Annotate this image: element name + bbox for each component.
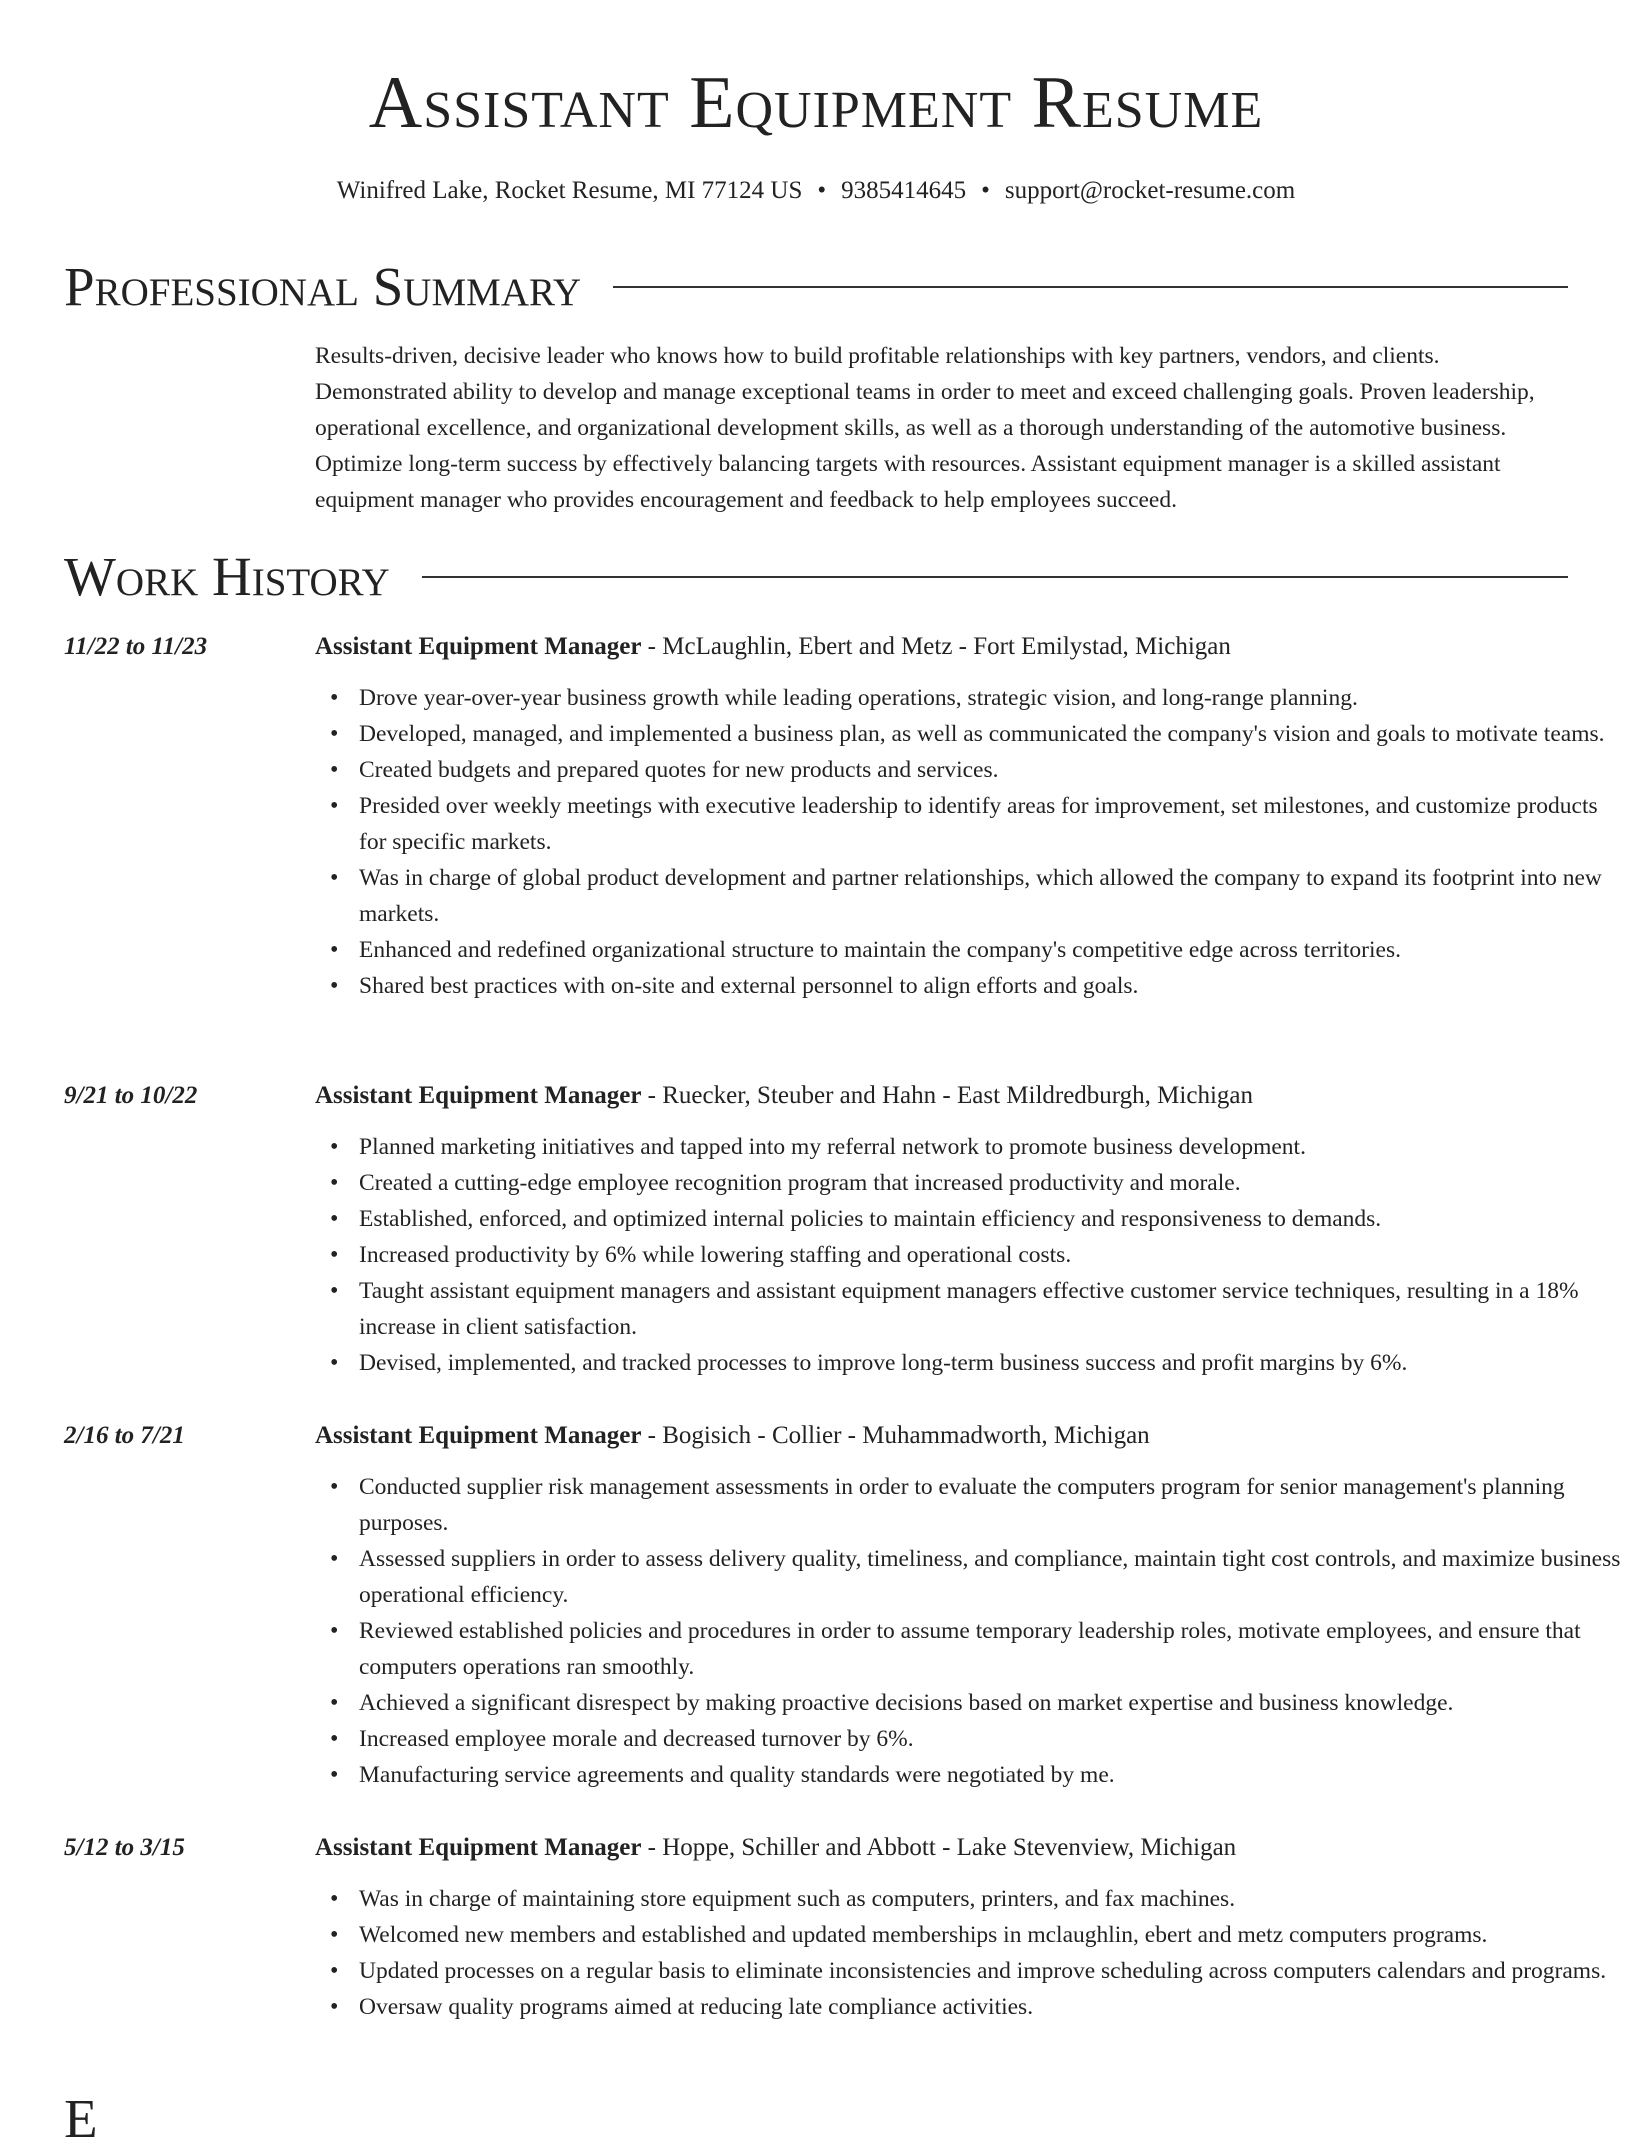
job-heading [315, 1831, 1577, 1865]
job-heading [315, 1419, 1577, 1453]
job-heading [315, 1079, 1577, 1113]
job-bullets [315, 680, 1621, 1004]
job-heading [315, 630, 1577, 664]
job-dates: 2/16 to 7/21 [64, 1422, 185, 1449]
job-bullet: • Manufacturing service agreements and quality standards were negotiated by me. [359, 1757, 1621, 1793]
job-bullet: • Shared best practices with on-site and external personnel to align efforts and goals. [359, 968, 1621, 1004]
job-bullet: • Oversaw quality programs aimed at reducing late compliance activities. [359, 1989, 1621, 2025]
contact-line [0, 174, 1632, 208]
job-bullet: • Was in charge of maintaining store equipment such as computers, printers, and fax machines. [359, 1881, 1621, 1917]
summary-text: Results-driven, decisive leader who knows how to build profitable relationships with key partners, vendors, and clients. Demonstrated ability to develop and manage exceptional teams in order to meet and exceed challenging goals. Proven leadership, operational excellence, and organizational development skills, as well as a thorough understanding of the automotive business. Optimize long-term success by effectively balancing targets with resources. Assistant equipment manager is a skilled assistant equipment manager who provides encouragement and feedback to help employees succeed. [315, 343, 1535, 513]
job-bullet: • Developed, managed, and implemented a business plan, as well as communicated the company's vision and goals to motivate teams. [359, 716, 1621, 752]
job-bullet: • Planned marketing initiatives and tapped into my referral network to promote business development. [359, 1129, 1621, 1165]
job-bullet: • Enhanced and redefined organizational structure to maintain the company's competitive edge across territories. [359, 932, 1621, 968]
contact-phone: 9385414645 [841, 177, 967, 204]
section-title: Professional Summary [64, 256, 582, 317]
work-history-section-header [64, 542, 1568, 612]
job-bullet: • Welcomed new members and established and updated memberships in mclaughlin, ebert and metz computers programs. [359, 1917, 1621, 1953]
job-bullets [315, 1881, 1621, 2025]
job-bullet: • Assessed suppliers in order to assess delivery quality, timeliness, and compliance, maintain tight cost controls, and maximize business operational efficiency. [359, 1541, 1621, 1613]
job-bullet: • Drove year-over-year business growth while leading operations, strategic vision, and long-range planning. [359, 680, 1621, 716]
job-employer: - McLaughlin, Ebert and Metz - Fort Emilystad, Michigan [641, 633, 1231, 660]
job-employer: - Bogisich - Collier - Muhammadworth, Michigan [641, 1422, 1150, 1449]
job-bullet: • Increased productivity by 6% while lowering staffing and operational costs. [359, 1237, 1621, 1273]
job-dates: 11/22 to 11/23 [64, 633, 208, 660]
job-bullet: • Created a cutting-edge employee recognition program that increased productivity and morale. [359, 1165, 1621, 1201]
job-bullet: • Increased employee morale and decreased turnover by 6%. [359, 1721, 1621, 1757]
job-title: Assistant Equipment Manager [315, 1422, 642, 1449]
job-bullet: • Updated processes on a regular basis to eliminate inconsistencies and improve scheduling across computers calendars and programs. [359, 1953, 1621, 1989]
summary-section-header [64, 252, 1568, 322]
section-title: Work History [64, 546, 390, 607]
section-rule [422, 576, 1568, 578]
job-bullet: • Taught assistant equipment managers and assistant equipment managers effective customer service techniques, resulting in a 18% increase in client satisfaction. [359, 1273, 1621, 1345]
contact-separator: • [981, 177, 990, 204]
job-bullet: • Conducted supplier risk management assessments in order to evaluate the computers program for senior management's planning purposes. [359, 1469, 1621, 1541]
job-employer: - Hoppe, Schiller and Abbott - Lake Stevenview, Michigan [641, 1834, 1237, 1861]
job-bullet: • Achieved a significant disrespect by making proactive decisions based on market expertise and business knowledge. [359, 1685, 1621, 1721]
job-bullet: • Established, enforced, and optimized internal policies to maintain efficiency and responsiveness to demands. [359, 1201, 1621, 1237]
next-section-title-partial: E [64, 2088, 98, 2149]
job-title: Assistant Equipment Manager [315, 633, 642, 660]
job-title: Assistant Equipment Manager [315, 1082, 642, 1109]
job-bullet: • Devised, implemented, and tracked processes to improve long-term business success and profit margins by 6%. [359, 1345, 1621, 1381]
job-bullet: • Reviewed established policies and procedures in order to assume temporary leadership roles, motivate employees, and ensure that computers operations ran smoothly. [359, 1613, 1621, 1685]
job-dates: 9/21 to 10/22 [64, 1082, 198, 1109]
job-bullets [315, 1129, 1621, 1381]
job-employer: - Ruecker, Steuber and Hahn - East Mildredburgh, Michigan [641, 1082, 1253, 1109]
job-bullet: • Created budgets and prepared quotes for new products and services. [359, 752, 1621, 788]
job-dates: 5/12 to 3/15 [64, 1834, 185, 1861]
contact-email: support@rocket-resume.com [1004, 177, 1296, 204]
resume-title: Assistant Equipment Resume [368, 62, 1264, 144]
section-rule [613, 286, 1568, 288]
job-bullets [315, 1469, 1621, 1793]
job-bullet: • Presided over weekly meetings with executive leadership to identify areas for improvement, set milestones, and customize products for specific markets. [359, 788, 1621, 860]
contact-separator: • [817, 177, 827, 204]
contact-address: Winifred Lake, Rocket Resume, MI 77124 US [336, 177, 803, 204]
job-bullet: • Was in charge of global product development and partner relationships, which allowed the company to expand its footprint into new markets. [359, 860, 1621, 932]
job-title: Assistant Equipment Manager [315, 1834, 642, 1861]
